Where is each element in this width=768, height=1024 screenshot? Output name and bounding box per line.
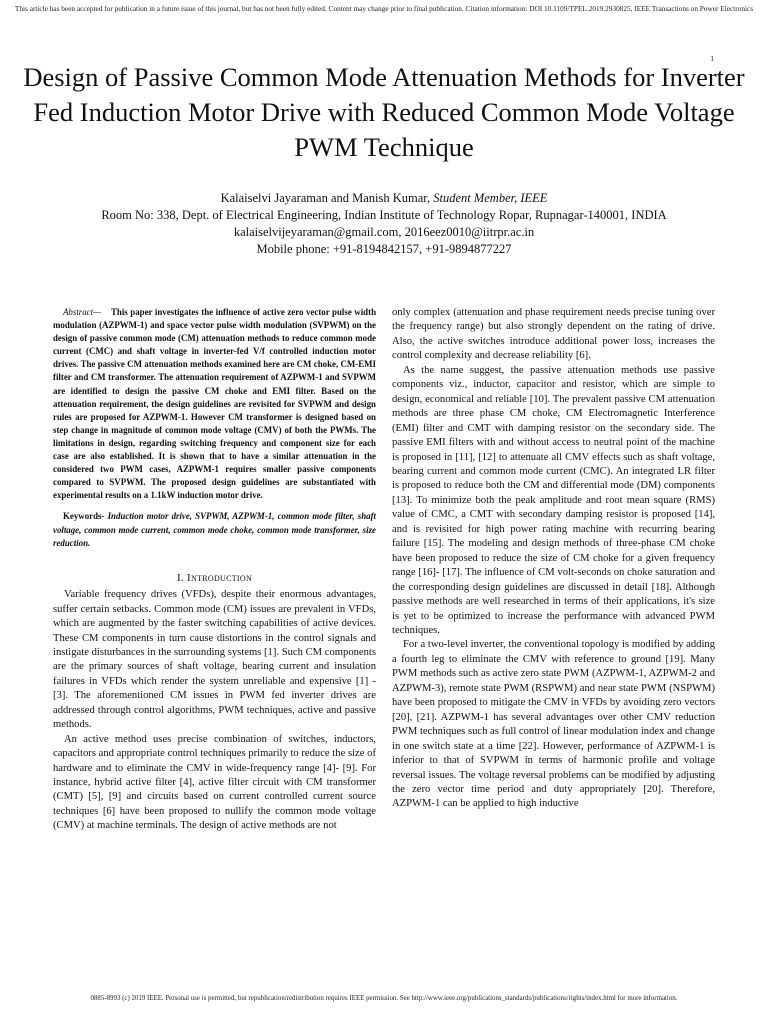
section-title: Introduction: [187, 571, 253, 584]
page-number: 1: [710, 54, 714, 63]
section-heading-introduction: [53, 571, 376, 585]
left-column: [53, 306, 376, 834]
author-names: [20, 190, 748, 207]
author-names-text: Kalaiselvi Jayaraman and Manish Kumar,: [220, 191, 431, 205]
copyright-footer: 0885-8993 (c) 2019 IEEE. Personal use is permitted, but republication/redistribution requires IEEE permission. See http://www.ieee.org/publications_standards/publications/rights/index.html for more information.: [90, 995, 678, 1002]
paragraph: Variable frequency drives (VFDs), despite their enormous advantages, suffer certain setbacks. Common mode (CM) issues are prevalent in VFDs, which are augmented by the faster switching capabilities of active devices. These CM components in turn cause distortions in the control signals and instigate disturbances in the surrounding systems [1]. Such CM components are the primary sources of shaft voltage, bearing current and insulation failures in VFDs which render the system unreliable and expensive [1] - [3]. The aforementioned CM issues in PWM fed inverter drives are addressed through control algorithms, PWM techniques, active and passive methods.: [53, 589, 376, 731]
paragraph: only complex (attenuation and phase requirement needs precise tuning over the frequency range) but also strongly dependent on the rating of drive. Also, the active switches introduce additional power loss, increases the control complexity and decrease reliability [6].: [392, 307, 715, 362]
section-number: I.: [176, 571, 184, 584]
author-emails: kalaiselvijeyaraman@gmail.com, 2016eez0010@iitrpr.ac.in: [233, 225, 535, 239]
keywords: [53, 510, 376, 549]
author-membership: Student Member, IEEE: [433, 191, 548, 205]
author-affiliation: Room No: 338, Dept. of Electrical Engineering, Indian Institute of Technology Ropar, Rupnagar-140001, INDIA: [101, 208, 667, 222]
paragraph: As the name suggest, the passive attenuation methods use passive components viz., inductor, capacitor and resistor, which are simple to design, economical and reliable [10]. The prevalent passive CM attenuation methods are three phase CM choke, CM Electromagnetic Interference (EMI) filter and CMT with damping resistor on the secondary side. The passive EMI filters with and without access to neutral point of the machine is proposed in [11], [12] to attenuate all CMV effects such as shaft voltage, bearing current and common mode current (CMC). An integrated LR filter is proposed to reduce both the CM and differential mode (DM) components [13]. To minimize both the peak amplitude and root mean square (RMS) value of CMC, a CMT with secondary damping resistor is proposed [14], and is revisited for high power rating machine with recurring bearing failure [15]. The modeling and design methods of three-phase CM choke have been proposed to reduce the size of CM choke for a given frequency range [16]- [17]. The influence of CM volt-seconds on choke saturation and the corresponding design guidelines are discussed in detail [18]. Although passive methods are well researched in terms of their applications, it's size is yet to be optimized to increase the performance with advanced PWM techniques.: [392, 364, 715, 636]
publication-notice: This article has been accepted for publication in a future issue of this journal, but has not been fully edited. Content may change prior to final publication. Citation information: DOI 10.1109/TPEL.2019.2930825, IEEE Transactions on Power Electronics: [14, 4, 754, 13]
abstract: [53, 306, 376, 502]
paragraph: An active method uses precise combination of switches, inductors, capacitors and appropriate control techniques primarily to reduce the size of hardware and to eliminate the CMV in wide-frequency range [4]- [9]. For instance, hybrid active filter [4], active filter circuit with CM transformer (CMT) [5], [9] and circuits based on current controlled current source techniques [6] have been proposed to nullify the common mode voltage (CMV) at machine terminals. The design of active methods are not: [53, 733, 376, 832]
abstract-text: This paper investigates the influence of active zero vector pulse width modulation (AZPWM-1) and space vector pulse width modulation (SVPWM) on the design of passive common mode (CM) attenuation methods to reduce common mode current (CMC) and shaft voltage in inverter-fed V/f controlled induction motor drives. The passive CM attenuation methods examined here are CM choke, CM-EMI filter and CM transformer. The attenuation requirement of AZPWM-1 and SVPWM are identified to design the passive CM choke and EMI filter. Based on the attenuation requirement, the design guidelines are revisited for SVPWM and design rules are proposed for AZPWM-1. However CM transformer is designed based on step change in magnitude of common mode voltage (CMV) of both the PWMs. The limitations in design, regarding switching frequency and component size for each case are also established. It is shown that to have a similar attenuation in the considered two PWM cases, AZPWM-1 requires smaller passive components compared to SVPWM. The proposed design guidelines are substantiated with experimental results on a 1.1kW induction motor drive.: [53, 307, 376, 501]
author-block: [20, 190, 748, 258]
right-column: [392, 306, 715, 812]
abstract-label: Abstract—: [63, 307, 101, 317]
paragraph: For a two-level inverter, the conventional topology is modified by adding a fourth leg to eliminate the CMV with reference to ground [19]. Many PWM methods such as active zero state PWM (AZPWM-1, AZPWM-2 and AZPWM-3), remote state PWM (RSPWM) and near state PWM (NSPWM) have been proposed to mitigate the CMV in VFDs by avoiding zero vectors [20], [21]. AZPWM-1 has several advantages over other CMV reduction PWM techniques such as full control of linear modulation index and change in one switch state at a time [22]. However, performance of AZPWM-1 is inferior to that of SVPWM in terms of harmonic profile and voltage reversal issues. The voltage reversal problems can be modified by adjusting the zero vector time period and duty appropriately [20]. Therefore, AZPWM-1 can be applied to high inductive: [392, 639, 715, 810]
paper-title: Design of Passive Common Mode Attenuation Methods for Inverter Fed Induction Motor Drive with Reduced Common Mode Voltage PWM Technique: [23, 62, 745, 162]
keywords-text: Induction motor drive, SVPWM, AZPWM-1, common mode filter, shaft voltage, common mode current, common mode choke, common mode transformer, size reduction.: [53, 511, 377, 548]
author-phone: Mobile phone: +91-8194842157, +91-9894877227: [256, 242, 512, 256]
keywords-label: Keywords-: [63, 511, 105, 522]
